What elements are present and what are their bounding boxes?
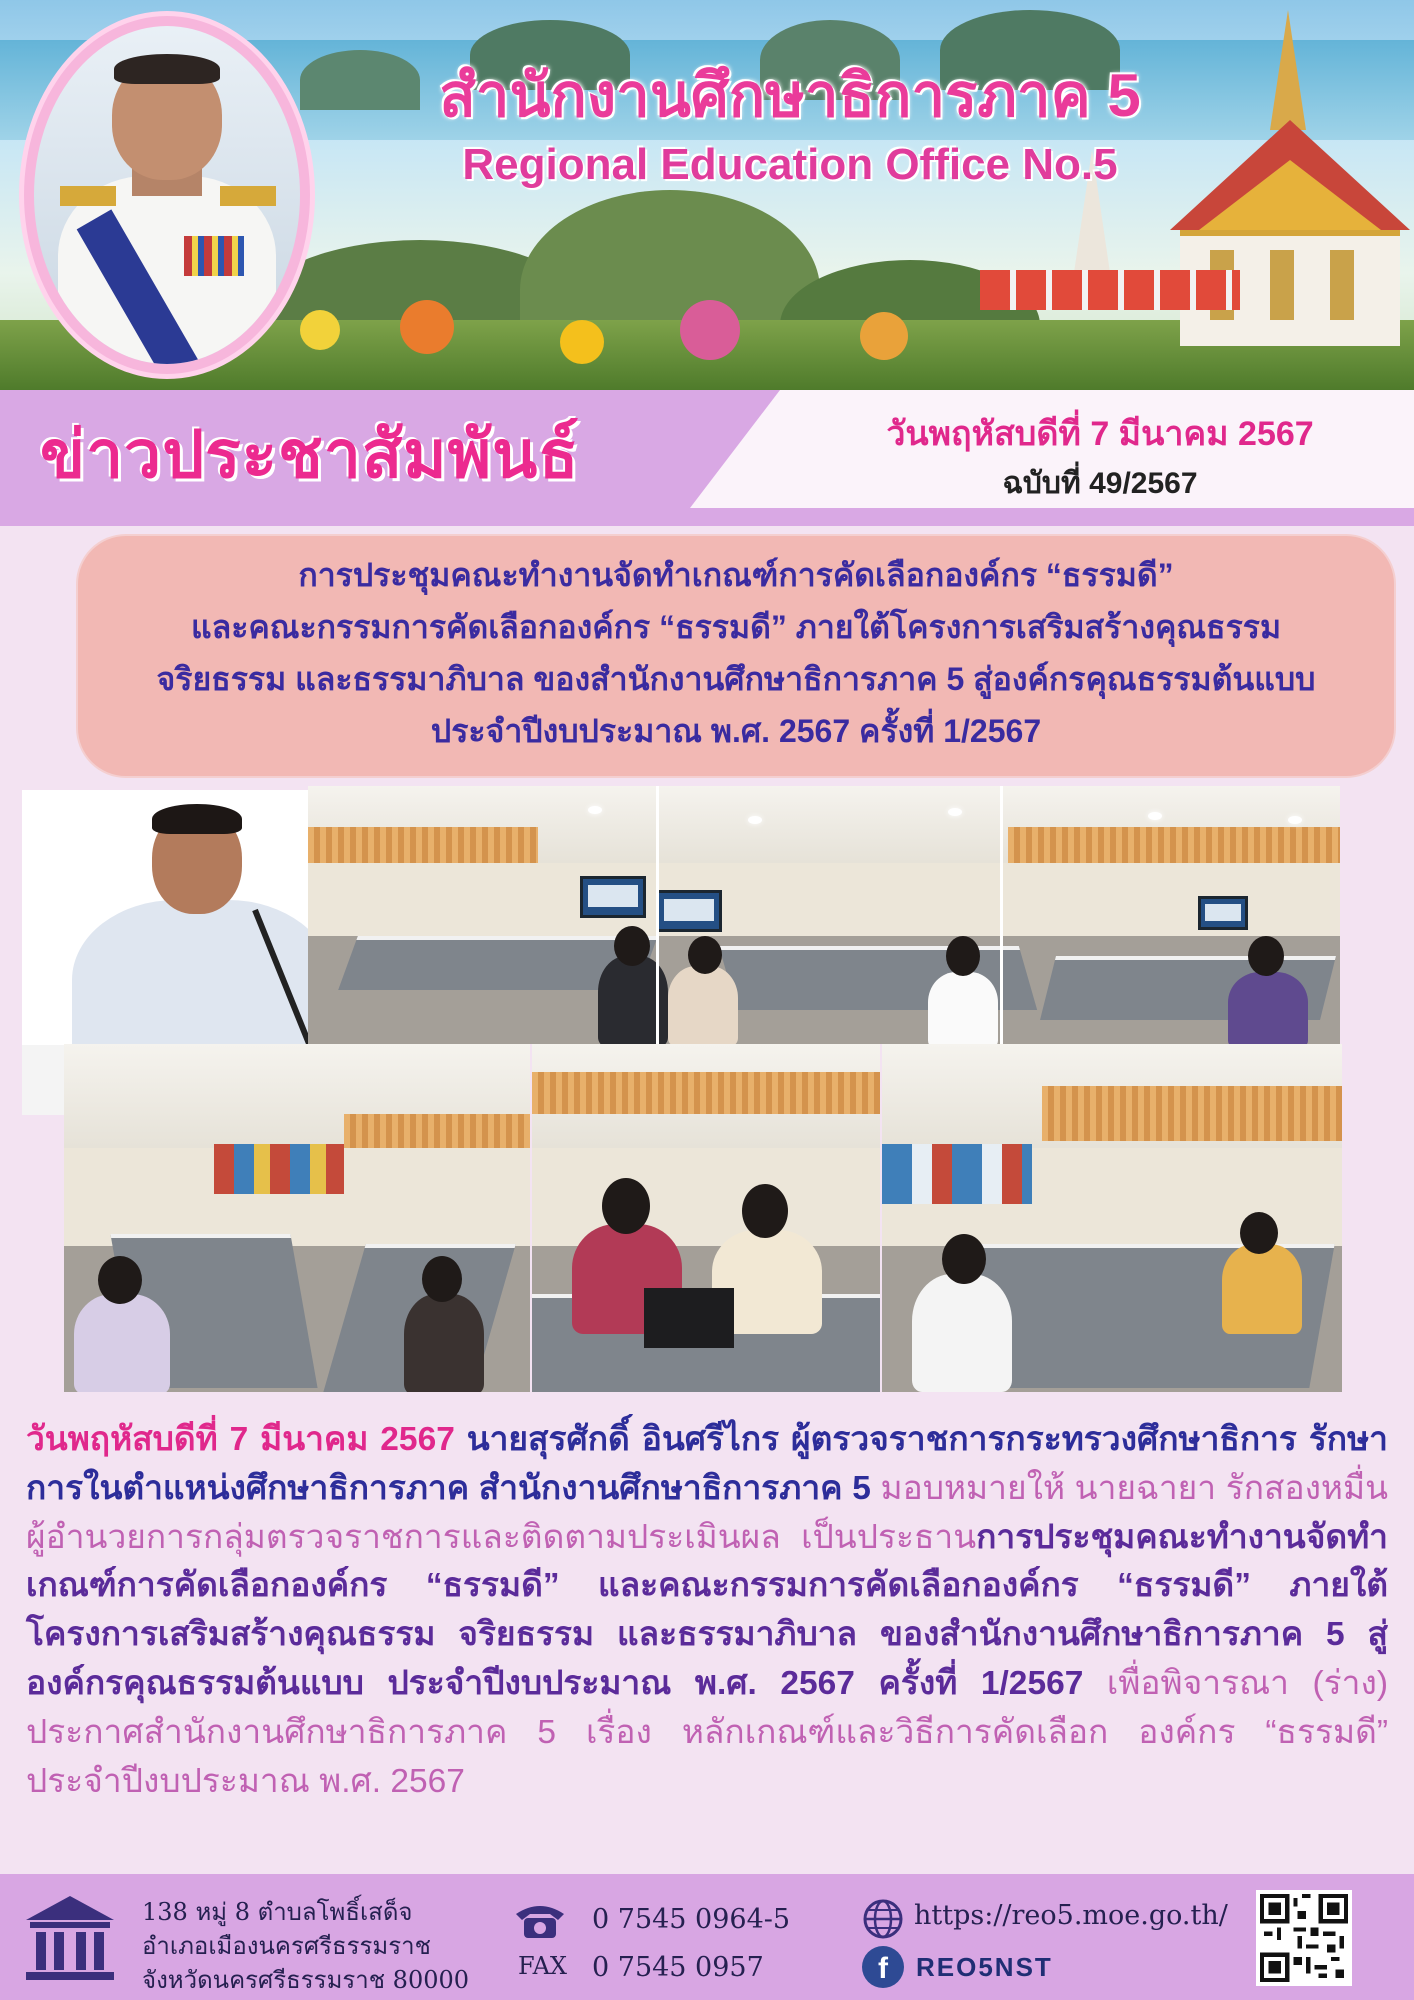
facebook-icon[interactable]: f <box>862 1946 904 1988</box>
director-portrait <box>24 16 310 374</box>
address-line: จังหวัดนครศรีธรรมราช 80000 <box>142 1966 470 1994</box>
medals <box>184 236 244 276</box>
flower-bush <box>680 300 740 360</box>
phone-number[interactable]: 0 7545 0964-5 <box>592 1904 791 1935</box>
office-title-english: Regional Education Office No.5 <box>462 140 1118 189</box>
headline-line: ประจำปีงบประมาณ พ.ศ. 2567 ครั้งที่ 1/2567 <box>430 713 1042 749</box>
issue-date: วันพฤหัสบดีที่ 7 มีนาคม 2567 <box>886 415 1314 453</box>
projector-screen <box>1198 896 1248 930</box>
attendee <box>1222 1244 1302 1334</box>
projector-screen <box>580 876 646 918</box>
address-line: 138 หมู่ 8 ตำบลโพธิ์เสด็จ <box>142 1898 413 1926</box>
epaulette <box>60 186 116 206</box>
attendee <box>668 966 738 1044</box>
attendee-head <box>614 926 650 966</box>
building-icon <box>22 1894 118 1982</box>
photo-divider <box>1000 786 1003 1044</box>
attendee-head <box>946 936 980 976</box>
office-title-thai: สำนักงานศึกษาธิการภาค 5 <box>439 62 1141 129</box>
attendee <box>404 1294 484 1392</box>
attendee-head <box>422 1256 462 1302</box>
issue-number: ฉบับที่ 49/2567 <box>1002 467 1198 500</box>
attendee-head <box>1248 936 1284 976</box>
press-release-label: ข่าวประชาสัมพันธ์ <box>40 417 580 491</box>
attendee <box>912 1274 1012 1392</box>
headline-line: จริยธรรม และธรรมาภิบาล ของสำนักงานศึกษาธิการภาค 5 สู่องค์กรคุณธรรมต้นแบบ <box>156 661 1316 697</box>
temple-wall <box>980 270 1240 310</box>
attendee-head <box>98 1256 142 1304</box>
attendee-head <box>942 1234 986 1284</box>
hair <box>152 804 242 834</box>
phone-icon <box>512 1900 568 1940</box>
headline-line: การประชุมคณะทำงานจัดทำเกณฑ์การคัดเลือกองค์กร “ธรรมดี” <box>298 557 1174 593</box>
attendee <box>928 972 998 1044</box>
body-meeting-name: การประชุมคณะทำงานจัดทำเกณฑ์การคัดเลือกองค์กร “ธรรมดี” และคณะกรรมการคัดเลือกองค์กร “ธรรมดี” ภายใต้โครงการเสริมสร้างคุณธรรม จริยธรรม และธรรมาภิบาล ของสำนักงานศึกษาธิการภาค 5 สู่องค์กรคุณธรรมต้นแบบ ประจำปีงบประมาณ พ.ศ. 2567 ครั้งที่ 1/2567 <box>26 1518 1388 1702</box>
epaulette <box>220 186 276 206</box>
news-body <box>26 1416 1388 1806</box>
display-board <box>882 1144 1032 1204</box>
headline-box <box>78 536 1394 776</box>
address-line: อำเภอเมืองนครศรีธรรมราช <box>142 1932 431 1960</box>
meeting-photo <box>882 1044 1342 1392</box>
attendee-head <box>688 936 722 974</box>
attendee-head <box>602 1178 650 1234</box>
meeting-photo <box>308 786 1340 1044</box>
body-date: วันพฤหัสบดีที่ 7 มีนาคม 2567 <box>26 1421 455 1458</box>
flower-bush <box>300 310 340 350</box>
flower-bush <box>560 320 604 364</box>
website-link[interactable]: https://reo5.moe.go.th/ <box>914 1900 1228 1931</box>
attendee <box>1228 972 1308 1044</box>
fax-number: 0 7545 0957 <box>592 1952 764 1983</box>
meeting-photo <box>64 1044 530 1392</box>
projector-screen <box>656 890 722 932</box>
laptop <box>644 1288 734 1348</box>
globe-icon <box>862 1898 904 1940</box>
body-assignment: มอบหมายให้ นายฉายา รักสองหมื่น ผู้อำนวยการกลุ่มตรวจราชการและติดตามประเมินผล เป็นประธาน <box>26 1469 1388 1556</box>
attendee-head <box>1240 1212 1278 1254</box>
photo-divider <box>656 786 659 1044</box>
meeting-photo <box>532 1044 880 1392</box>
hair <box>114 54 220 84</box>
fax-label: FAX <box>518 1952 567 1980</box>
qr-code[interactable] <box>1256 1890 1352 1986</box>
body-official: นายสุรศักดิ์ อินศรีไกร ผู้ตรวจราชการกระทรวงศึกษาธิการ รักษาการในตำแหน่งศึกษาธิการภาค สำนักงานศึกษาธิการภาค 5 <box>26 1421 1388 1507</box>
headline-line: และคณะกรรมการคัดเลือกองค์กร “ธรรมดี” ภายใต้โครงการเสริมสร้างคุณธรรม <box>190 609 1282 645</box>
facebook-page[interactable]: REO5NST <box>916 1952 1053 1982</box>
display-board <box>214 1144 344 1194</box>
attendee <box>74 1294 170 1392</box>
body-purpose: เพื่อพิจารณา (ร่าง) ประกาศสำนักงานศึกษาธิการภาค 5 เรื่อง หลักเกณฑ์และวิธีการคัดเลือก องค์กร “ธรรมดี” ประจำปีงบประมาณ พ.ศ. 2567 <box>26 1664 1388 1800</box>
header-banner <box>0 0 1414 390</box>
flower-bush <box>400 300 454 354</box>
attendee-head <box>742 1184 788 1238</box>
flower-bush <box>860 312 908 360</box>
